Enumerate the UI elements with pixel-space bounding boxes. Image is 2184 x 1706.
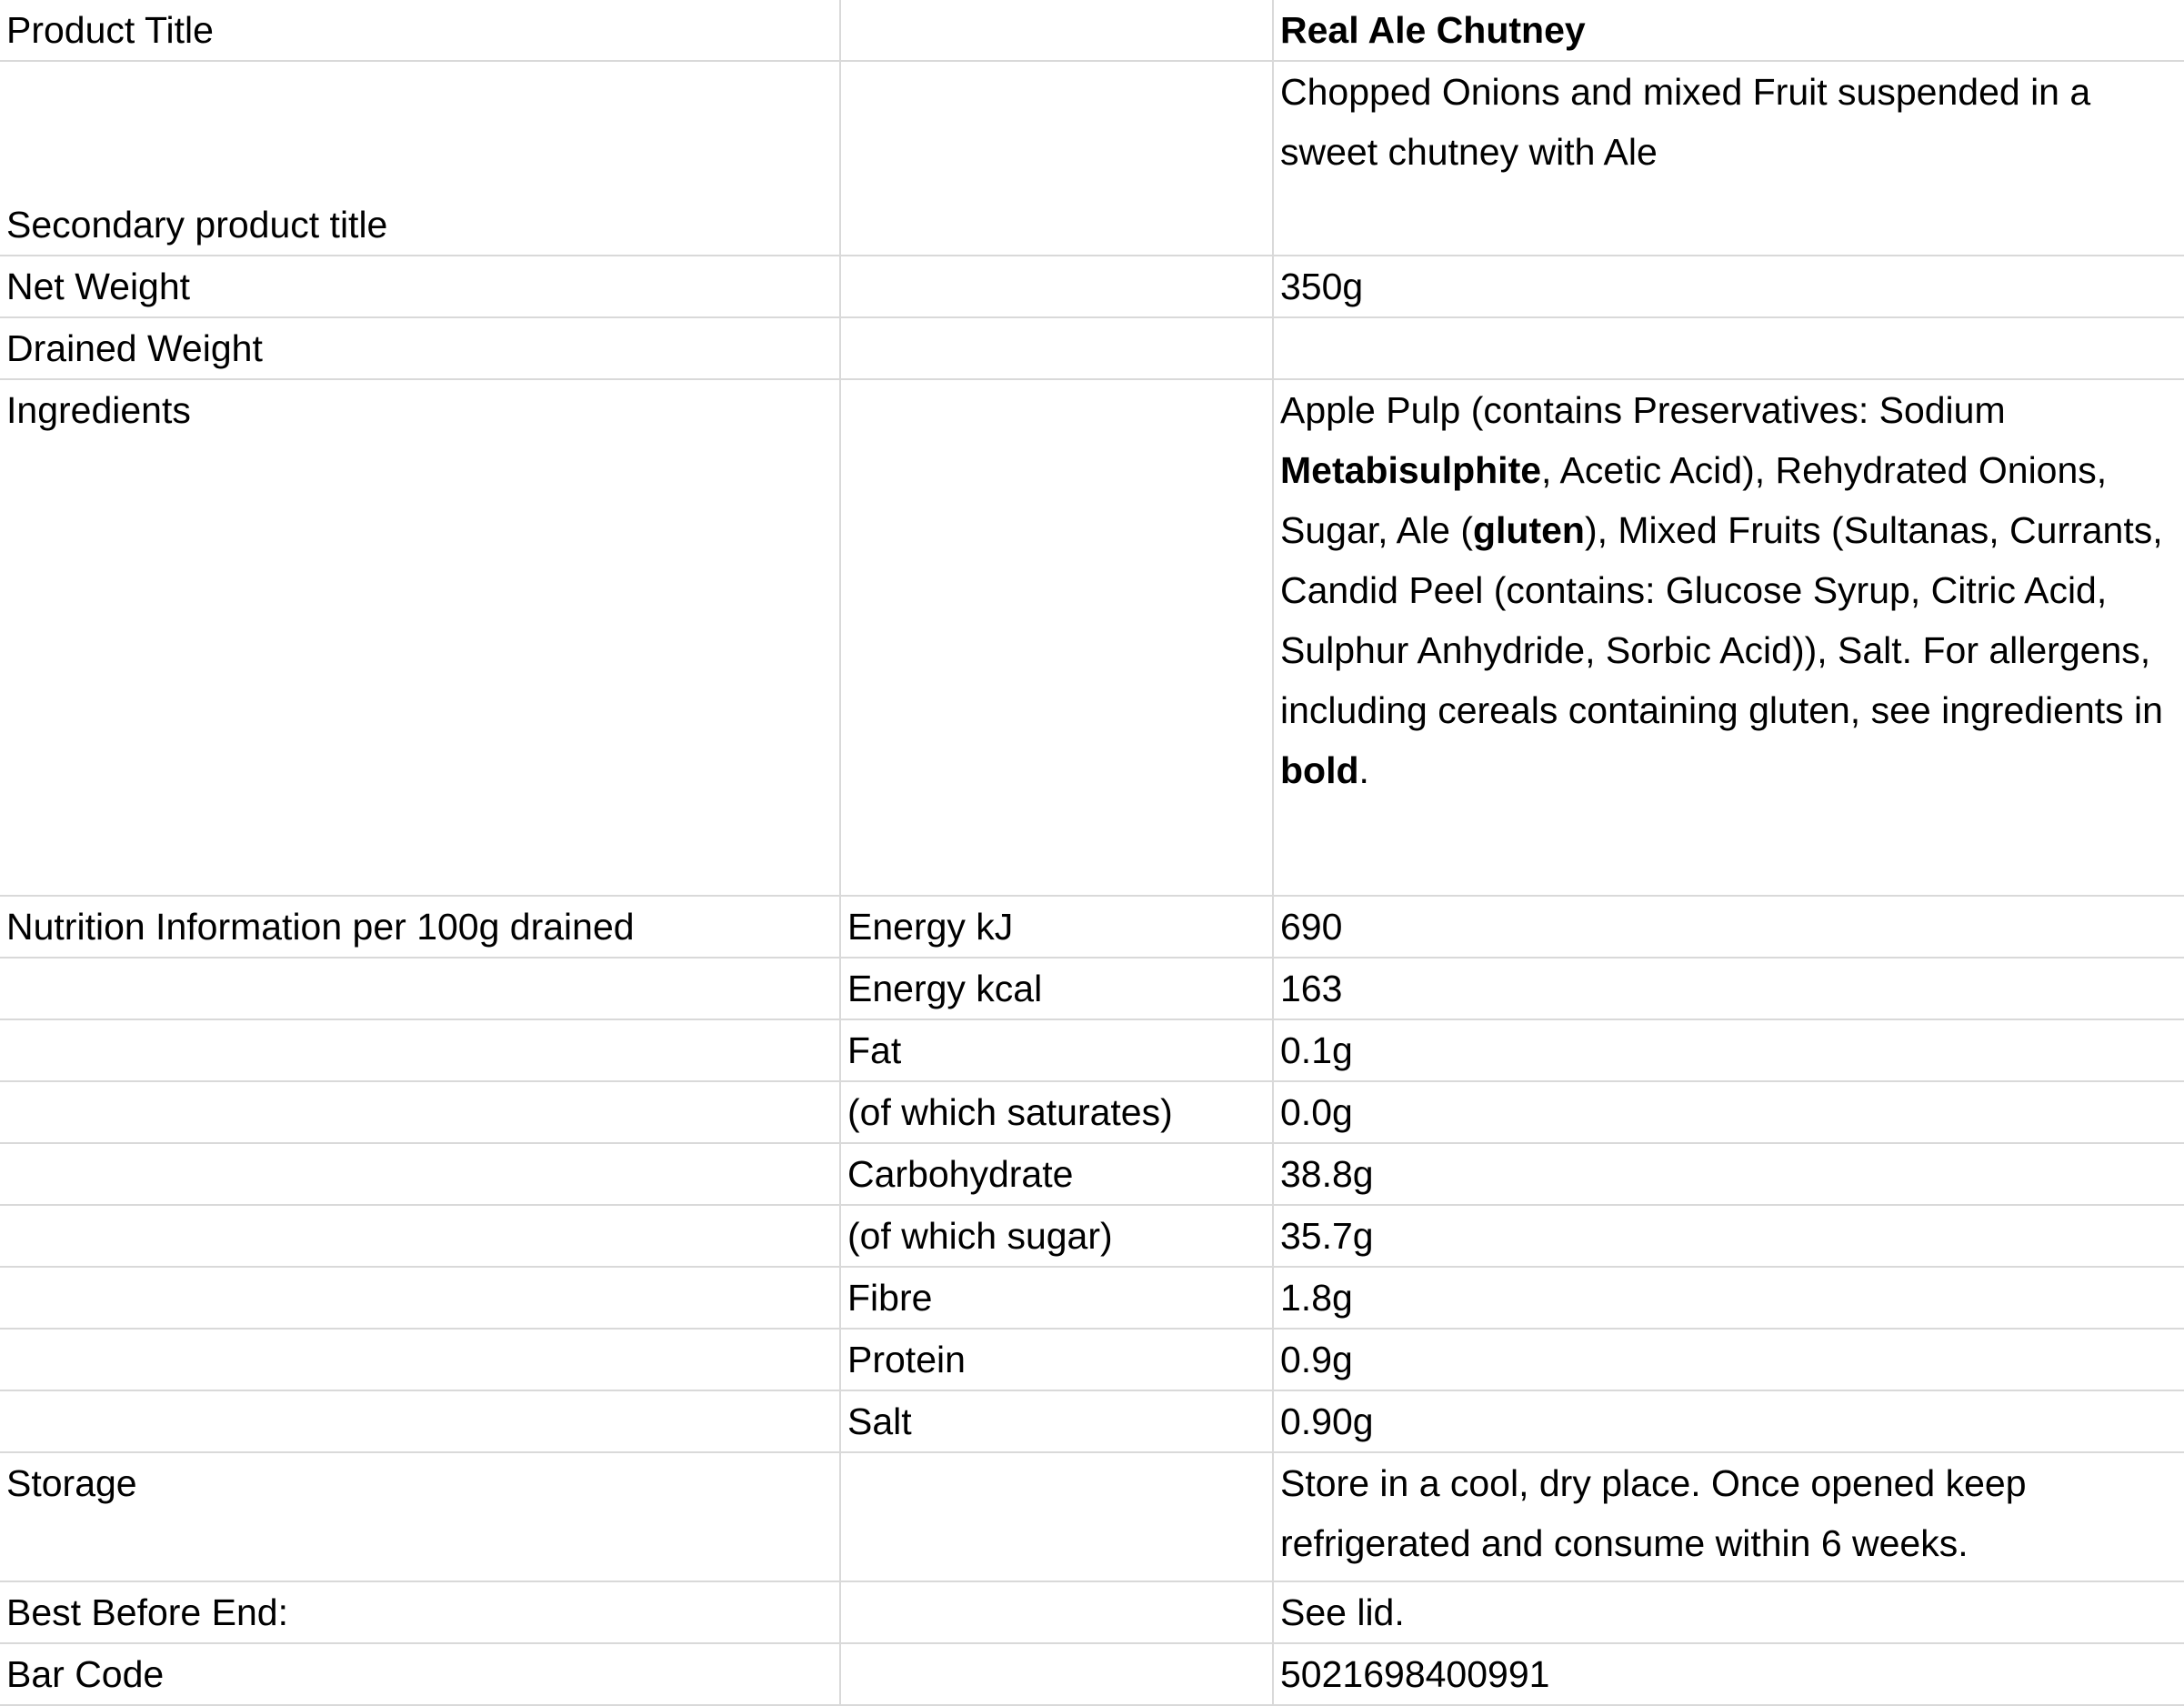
ingredients-allergen: Metabisulphite [1280,449,1542,491]
cell-bar-code-label[interactable]: Bar Code [0,1643,840,1705]
cell-empty[interactable] [0,1390,840,1452]
table-row [0,61,2184,256]
cell-nutrient-value[interactable]: 0.9g [1273,1329,2184,1390]
cell-best-before-value[interactable]: See lid. [1273,1581,2184,1643]
cell-drained-weight-label[interactable]: Drained Weight [0,317,840,379]
cell-drained-weight-value[interactable] [1273,317,2184,379]
cell-storage-label[interactable]: Storage [0,1452,840,1581]
cell-nutrient-value[interactable]: 38.8g [1273,1143,2184,1205]
ingredients-bold-word: bold [1280,749,1359,791]
ingredients-text: ), Mixed Fruits (Sultanas, Currants, Candid Peel (contains: Glucose Syrup, Citric Acid, Sulphur Anhydride, Sorbic Acid)), Salt. For allergens, including cereals containing gluten, see ingredients in [1280,509,2163,731]
table-row [0,317,2184,379]
table-row [0,896,2184,958]
cell-empty[interactable] [0,1329,840,1390]
cell-nutrient-value[interactable]: 0.1g [1273,1019,2184,1081]
cell-empty[interactable] [840,1581,1273,1643]
cell-empty[interactable] [0,1019,840,1081]
table-row [0,256,2184,317]
table-row [0,1329,2184,1390]
cell-nutrient-name[interactable]: (of which sugar) [840,1205,1273,1267]
cell-nutrient-name[interactable]: Energy kJ [840,896,1273,958]
cell-nutrient-value[interactable]: 1.8g [1273,1267,2184,1329]
cell-empty[interactable] [0,1143,840,1205]
cell-empty[interactable] [840,0,1273,61]
cell-nutrient-value[interactable]: 163 [1273,958,2184,1019]
ingredients-allergen: gluten [1472,509,1585,551]
cell-net-weight-value[interactable]: 350g [1273,256,2184,317]
cell-nutrient-name[interactable]: Fibre [840,1267,1273,1329]
table-row [0,1581,2184,1643]
cell-nutrition-label[interactable]: Nutrition Information per 100g drained [0,896,840,958]
ingredients-text: Apple Pulp (contains Preservatives: Sodium [1280,389,2006,431]
cell-ingredients-label[interactable]: Ingredients [0,379,840,896]
cell-nutrient-value[interactable]: 0.90g [1273,1390,2184,1452]
table-row [0,1019,2184,1081]
table-row [0,1267,2184,1329]
cell-secondary-title-label[interactable]: Secondary product title [0,61,840,256]
cell-empty[interactable] [840,379,1273,896]
table-row [0,379,2184,896]
table-row [0,1143,2184,1205]
table-row [0,1081,2184,1143]
cell-empty[interactable] [840,1643,1273,1705]
cell-empty[interactable] [840,256,1273,317]
cell-product-title-value[interactable]: Real Ale Chutney [1273,0,2184,61]
table-row [0,1205,2184,1267]
cell-nutrient-name[interactable]: Fat [840,1019,1273,1081]
cell-empty[interactable] [0,1205,840,1267]
cell-nutrient-value[interactable]: 35.7g [1273,1205,2184,1267]
ingredients-text: . [1358,749,1369,791]
cell-bar-code-value[interactable]: 5021698400991 [1273,1643,2184,1705]
cell-empty[interactable] [0,1081,840,1143]
cell-nutrient-value[interactable]: 690 [1273,896,2184,958]
table-row [0,0,2184,61]
cell-net-weight-label[interactable]: Net Weight [0,256,840,317]
cell-storage-value[interactable]: Store in a cool, dry place. Once opened keep refrigerated and consume within 6 weeks. [1273,1452,2184,1581]
ingredients-text: , Acetic Acid), Rehydrated Onions, Sugar, Ale ( [1280,449,2108,551]
cell-empty[interactable] [840,317,1273,379]
cell-nutrient-value[interactable]: 0.0g [1273,1081,2184,1143]
cell-empty[interactable] [0,1267,840,1329]
cell-ingredients-value[interactable] [1273,379,2184,896]
table-row [0,1452,2184,1581]
cell-empty[interactable] [0,958,840,1019]
cell-secondary-title-value[interactable]: Chopped Onions and mixed Fruit suspended in a sweet chutney with Ale [1273,61,2184,256]
table-row [0,958,2184,1019]
cell-product-title-label[interactable]: Product Title [0,0,840,61]
cell-nutrient-name[interactable]: Carbohydrate [840,1143,1273,1205]
cell-empty[interactable] [840,1452,1273,1581]
cell-empty[interactable] [840,61,1273,256]
table-row [0,1643,2184,1705]
cell-nutrient-name[interactable]: Energy kcal [840,958,1273,1019]
cell-nutrient-name[interactable]: (of which saturates) [840,1081,1273,1143]
cell-best-before-label[interactable]: Best Before End: [0,1581,840,1643]
table-row [0,1390,2184,1452]
cell-nutrient-name[interactable]: Salt [840,1390,1273,1452]
cell-nutrient-name[interactable]: Protein [840,1329,1273,1390]
